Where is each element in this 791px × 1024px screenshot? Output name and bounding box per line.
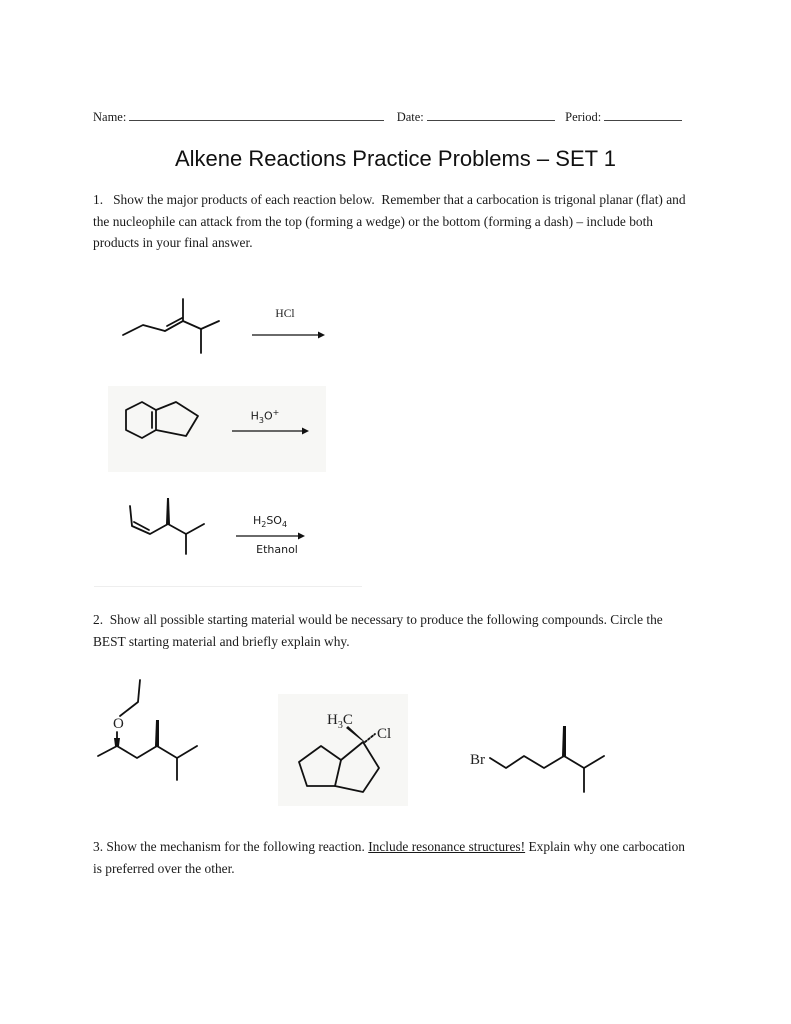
- date-label: Date:: [396, 110, 424, 124]
- reaction-3-reagent-top: $H_2SO_4$: [252, 514, 288, 530]
- header-fields: [93, 110, 693, 125]
- svg-text:O: O: [113, 716, 124, 732]
- question-1-text: 1. Show the major products of each reaction below. Remember that a carbocation is trigonal planar (flat) and the nucleophile can attack from the top (forming a wedge) or the bottom (forming a dash) – include both products in your final answer.: [93, 192, 686, 250]
- reaction-3-arrow: [236, 531, 308, 541]
- svg-text:Br: Br: [470, 752, 485, 768]
- question-3-emphasis: Include resonance structures!: [368, 839, 526, 854]
- page-title: Alkene Reactions Practice Problems – SET 1: [174, 146, 617, 171]
- svg-text:H3C: $H_3C$: [327, 712, 353, 731]
- reaction-2-molecule: [118, 398, 208, 460]
- name-blank: [129, 110, 384, 121]
- period-label: Period:: [565, 110, 602, 124]
- question-3-text: 3. Show the mechanism for the following reaction. Include resonance structures! Explain why one carbocation is preferred over the other.: [93, 839, 685, 876]
- question-2-text: 2. Show all possible starting material would be necessary to produce the following compounds. Circle the BEST starting material and briefly explain why.: [93, 612, 663, 649]
- compound-a-molecule: [94, 676, 214, 790]
- svg-text:Cl: Cl: [377, 726, 392, 742]
- reaction-3-reagent-bottom: Ethanol: [256, 543, 298, 556]
- reaction-3-molecule: [120, 494, 220, 564]
- reaction-1-molecule: [115, 295, 235, 365]
- reaction-2-arrow: [232, 426, 312, 436]
- period-blank: [604, 110, 682, 121]
- reaction-3-divider: [94, 586, 362, 587]
- compound-c-molecule: [466, 720, 616, 800]
- reaction-1-reagent: HCl: [275, 308, 295, 320]
- name-label: Name:: [93, 110, 127, 124]
- reaction-1-arrow: [252, 330, 327, 340]
- reaction-2-reagent: $H_3O^+$: [250, 408, 280, 425]
- date-blank: [427, 110, 555, 121]
- compound-b-molecule: [285, 702, 405, 802]
